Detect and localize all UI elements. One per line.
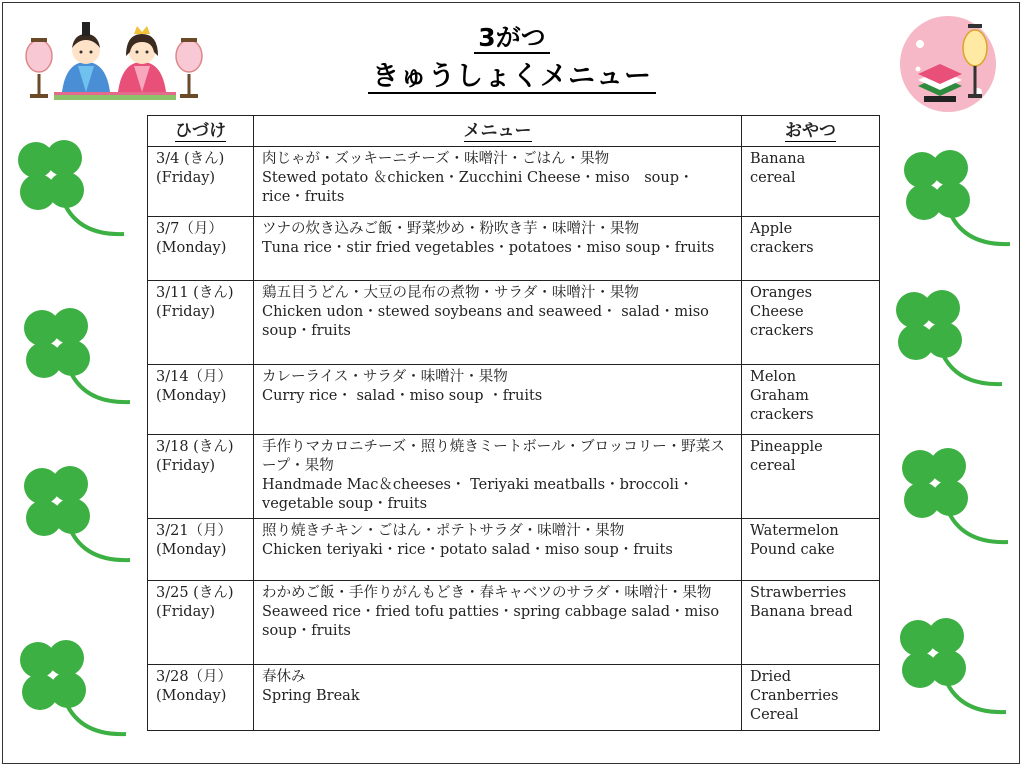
snack-cell: Pineapple cereal bbox=[742, 435, 880, 519]
hinamatsuri-icon bbox=[898, 14, 998, 114]
menu-cell: カレーライス・サラダ・味噌汁・果物 Curry rice・ salad・miso soup ・fruits bbox=[254, 365, 742, 435]
clover-icon bbox=[20, 308, 140, 412]
page-subtitle: きゅうしょくメニュー bbox=[0, 54, 1024, 93]
page-title: 3がつ bbox=[0, 18, 1024, 54]
table-header-row bbox=[148, 116, 880, 147]
date-cell: 3/4 (きん) (Friday) bbox=[148, 147, 254, 217]
date-cell: 3/25 (きん) (Friday) bbox=[148, 581, 254, 665]
snack-cell: Banana cereal bbox=[742, 147, 880, 217]
snack-cell: Melon Graham crackers bbox=[742, 365, 880, 435]
snack-cell: Apple crackers bbox=[742, 217, 880, 281]
table-row bbox=[148, 217, 880, 281]
table-row bbox=[148, 281, 880, 365]
lunch-menu-table bbox=[147, 115, 880, 731]
date-cell: 3/7（月） (Monday) bbox=[148, 217, 254, 281]
date-cell: 3/28（月） (Monday) bbox=[148, 665, 254, 731]
clover-icon bbox=[900, 150, 1020, 254]
menu-cell: わかめご飯・手作りがんもどき・春キャベツのサラダ・味噌汁・果物 Seaweed rice・fried tofu patties・spring cabbage salad・miso soup・fruits bbox=[254, 581, 742, 665]
table-row bbox=[148, 581, 880, 665]
table-row bbox=[148, 147, 880, 217]
snack-cell: Strawberries Banana bread bbox=[742, 581, 880, 665]
snack-cell: Oranges Cheese crackers bbox=[742, 281, 880, 365]
snack-cell: Watermelon Pound cake bbox=[742, 519, 880, 581]
menu-cell: 手作りマカロニチーズ・照り焼きミートボール・ブロッコリー・野菜スープ・果物 Handmade Mac＆cheeses・ Teriyaki meatballs・broccoli・vegetable soup・fruits bbox=[254, 435, 742, 519]
date-cell: 3/21（月） (Monday) bbox=[148, 519, 254, 581]
menu-cell: 鶏五目うどん・大豆の昆布の煮物・サラダ・味噌汁・果物 Chicken udon・stewed soybeans and seaweed・ salad・miso soup・fruits bbox=[254, 281, 742, 365]
table-row bbox=[148, 665, 880, 731]
header-menu: メニュー bbox=[254, 116, 742, 147]
clover-icon bbox=[892, 290, 1012, 394]
menu-cell: 春休み Spring Break bbox=[254, 665, 742, 731]
clover-icon bbox=[14, 140, 134, 244]
clover-icon bbox=[896, 618, 1016, 722]
hina-dolls-icon bbox=[22, 12, 208, 102]
table-row bbox=[148, 435, 880, 519]
clover-icon bbox=[898, 448, 1018, 552]
menu-cell: 照り焼きチキン・ごはん・ポテトサラダ・味噌汁・果物 Chicken teriyaki・rice・potato salad・miso soup・fruits bbox=[254, 519, 742, 581]
table-row bbox=[148, 519, 880, 581]
header-date: ひづけ bbox=[148, 116, 254, 147]
date-cell: 3/18 (きん) (Friday) bbox=[148, 435, 254, 519]
clover-icon bbox=[20, 466, 140, 570]
snack-cell: Dried Cranberries Cereal bbox=[742, 665, 880, 731]
date-cell: 3/11 (きん) (Friday) bbox=[148, 281, 254, 365]
menu-cell: ツナの炊き込みご飯・野菜炒め・粉吹き芋・味噌汁・果物 Tuna rice・stir fried vegetables・potatoes・miso soup・fruits bbox=[254, 217, 742, 281]
table-row bbox=[148, 365, 880, 435]
menu-cell: 肉じゃが・ズッキーニチーズ・味噌汁・ごはん・果物 Stewed potato ＆chicken・Zucchini Cheese・miso soup・rice・fruits bbox=[254, 147, 742, 217]
clover-icon bbox=[16, 640, 136, 744]
header-snack: おやつ bbox=[742, 116, 880, 147]
date-cell: 3/14（月） (Monday) bbox=[148, 365, 254, 435]
